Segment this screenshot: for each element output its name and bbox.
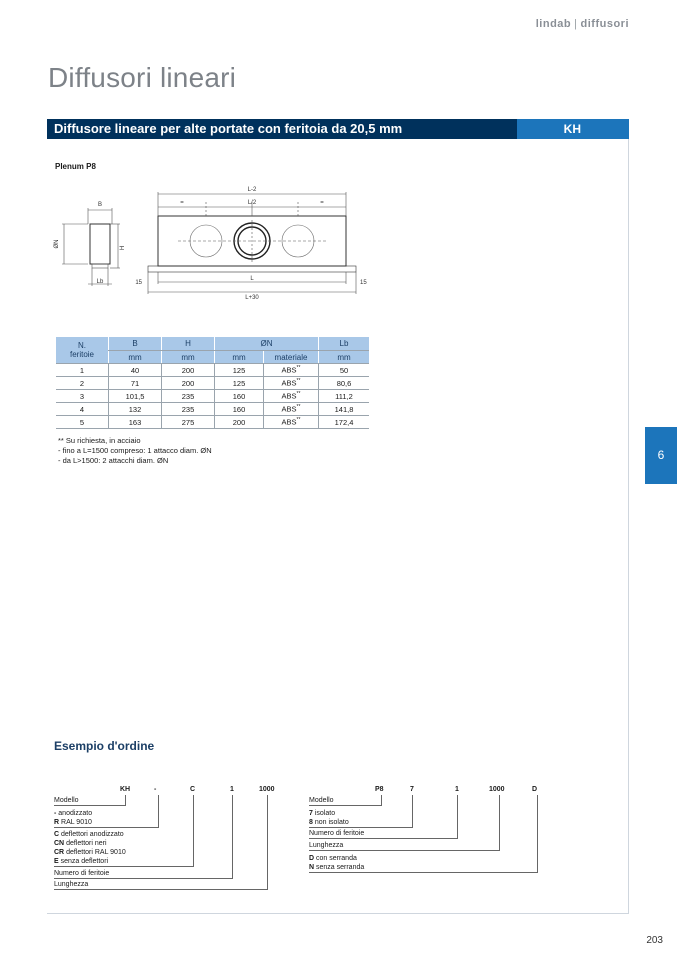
order-code-slots: 1 — [230, 786, 234, 793]
leader-line — [499, 795, 500, 851]
header-n: ØN — [215, 337, 319, 351]
plenum-label: Plenum P8 — [55, 162, 96, 171]
dim-h: H — [120, 245, 126, 251]
cell: 275 — [162, 416, 215, 429]
order-code-finish: C — [190, 786, 196, 793]
cell: 172,4 — [319, 416, 370, 429]
product-code-box — [517, 119, 629, 139]
header-feritoie: N. feritoie — [56, 337, 109, 364]
order-item: 7 isolato — [309, 810, 336, 817]
unit-n: mm — [215, 351, 264, 364]
cell: 2 — [56, 377, 109, 390]
dim-n: ØN — [54, 239, 60, 249]
cell-material: ABS** — [264, 377, 319, 390]
product-title: Diffusore lineare per alte portate con feritoia da 20,5 mm — [54, 121, 403, 136]
cell: 3 — [56, 390, 109, 403]
unit-lb: mm — [319, 351, 370, 364]
unit-b: mm — [109, 351, 162, 364]
order-item: Numero di feritoie — [54, 869, 233, 879]
dim-half: L/2 — [247, 200, 257, 206]
table-row — [56, 377, 369, 390]
page-number: 203 — [646, 935, 663, 946]
dim-l: L — [250, 276, 254, 282]
note-line: - da L>1500: 2 attacchi diam. ØN — [58, 456, 169, 465]
cell: 1 — [56, 364, 109, 377]
table-row — [56, 364, 369, 377]
order-item: R RAL 9010 — [54, 818, 159, 828]
note-line: - fino a L=1500 compreso: 1 attacco diam. ØN — [58, 446, 212, 455]
product-code: KH — [563, 122, 581, 136]
cell: 235 — [162, 403, 215, 416]
order-item: Modello — [54, 796, 126, 806]
order-code-insulation: 7 — [410, 786, 414, 793]
cell: 132 — [109, 403, 162, 416]
table-header-row — [56, 337, 369, 351]
cell: 160 — [215, 390, 264, 403]
leader-line — [267, 795, 268, 890]
order-item: Modello — [309, 796, 382, 806]
category-name: diffusori — [580, 18, 629, 30]
dim-l2: L-2 — [247, 187, 257, 193]
order-code-damper: D — [532, 786, 538, 793]
cell: 101,5 — [109, 390, 162, 403]
cell: 160 — [215, 403, 264, 416]
cell-material: ABS** — [264, 364, 319, 377]
plenum-drawing — [48, 180, 378, 300]
order-item: - anodizzato — [54, 810, 93, 817]
order-item: Numero di feritoie — [309, 829, 458, 839]
cell-material: ABS** — [264, 416, 319, 429]
unit-h: mm — [162, 351, 215, 364]
order-example-title: Esempio d'ordine — [54, 739, 155, 753]
cell: 235 — [162, 390, 215, 403]
unit-material: materiale — [264, 351, 319, 364]
cell: 5 — [56, 416, 109, 429]
cell: 71 — [109, 377, 162, 390]
order-item: Lunghezza — [309, 841, 500, 851]
dim-lb: Lb — [96, 279, 104, 285]
leader-line — [381, 795, 382, 806]
note-line: ** Su richiesta, in acciaio — [58, 436, 141, 445]
leader-line — [537, 795, 538, 873]
leader-line — [158, 795, 159, 828]
order-code-plenum: P8 — [375, 786, 384, 793]
header-h: H — [162, 337, 215, 351]
cell: 111,2 — [319, 390, 370, 403]
dim-gap-right: 15 — [360, 280, 367, 286]
order-code-slots: 1 — [455, 786, 459, 793]
header-b: B — [109, 337, 162, 351]
order-code-model: KH — [120, 786, 131, 793]
dim-l30: L+30 — [245, 295, 259, 300]
order-item: C deflettori anodizzato — [54, 831, 124, 838]
table-row — [56, 416, 369, 429]
cell: 50 — [319, 364, 370, 377]
cell: 80,6 — [319, 377, 370, 390]
order-item: 8 non isolato — [309, 818, 413, 828]
order-item: D con serranda — [309, 855, 357, 862]
dim-b: B — [97, 202, 103, 208]
order-code-length: 1000 — [489, 786, 505, 793]
leader-line — [412, 795, 413, 828]
order-code-dash: - — [154, 786, 157, 793]
order-item: E senza deflettori — [54, 857, 194, 867]
brand-header: lindab | diffusori — [535, 18, 629, 30]
cell: 200 — [215, 416, 264, 429]
leader-line — [232, 795, 233, 879]
cell: 163 — [109, 416, 162, 429]
dimensions-table — [56, 337, 369, 429]
dim-gap-left: 15 — [135, 280, 142, 286]
leader-line — [193, 795, 194, 867]
table-row — [56, 403, 369, 416]
frame-right-border — [628, 139, 629, 914]
product-title-bar — [47, 119, 629, 139]
cell: 125 — [215, 364, 264, 377]
cell: 200 — [162, 364, 215, 377]
leader-line — [125, 795, 126, 806]
leader-line — [457, 795, 458, 839]
cell: 4 — [56, 403, 109, 416]
table-row — [56, 390, 369, 403]
table-notes — [58, 436, 212, 466]
frame-bottom-border — [47, 913, 629, 914]
order-item: Lunghezza — [54, 880, 268, 890]
dim-eq-left: = — [180, 200, 184, 206]
dim-eq-right: = — [320, 200, 324, 206]
cell: 125 — [215, 377, 264, 390]
cell-material: ABS** — [264, 403, 319, 416]
cell: 141,8 — [319, 403, 370, 416]
brand-name: lindab — [535, 18, 572, 30]
order-item: CR deflettori RAL 9010 — [54, 849, 126, 856]
header-lb: Lb — [319, 337, 370, 351]
section-tab[interactable]: 6 — [645, 427, 677, 484]
page-title: Diffusori lineari — [48, 62, 237, 93]
cell-material: ABS** — [264, 390, 319, 403]
order-code-length: 1000 — [259, 786, 275, 793]
order-item: CN deflettori neri — [54, 840, 107, 847]
cell: 40 — [109, 364, 162, 377]
cell: 200 — [162, 377, 215, 390]
order-item: N senza serranda — [309, 863, 538, 873]
